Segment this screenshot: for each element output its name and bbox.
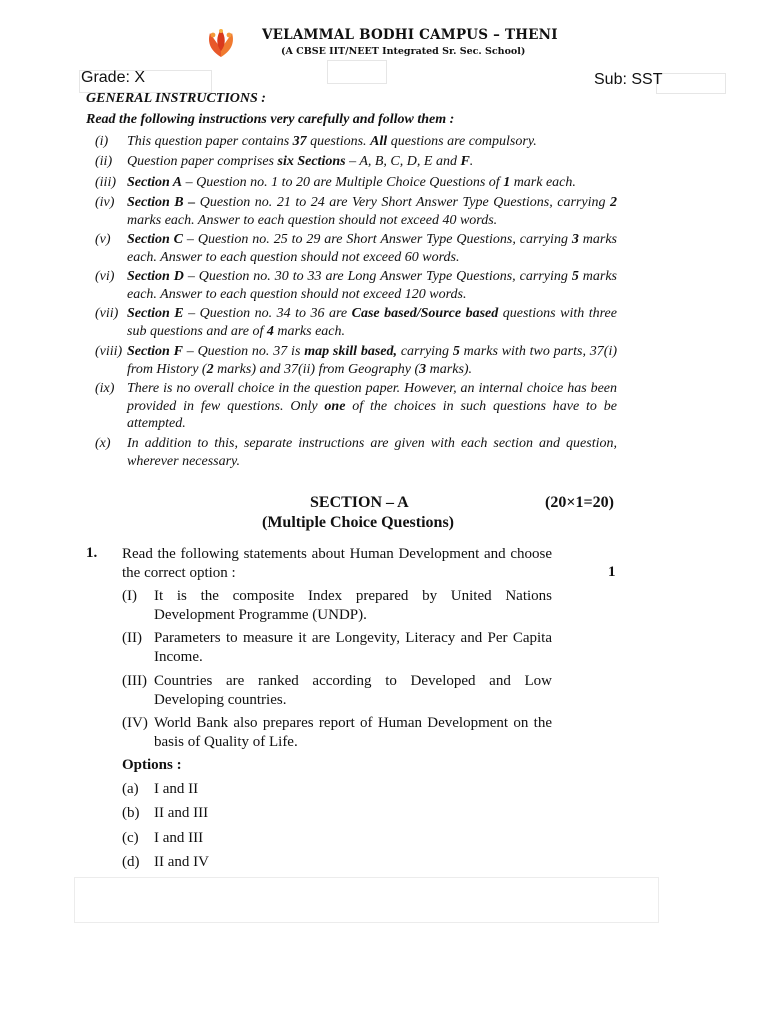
instruction-number: (v) bbox=[95, 232, 111, 247]
instruction-text bbox=[127, 343, 617, 378]
instruction-text bbox=[127, 194, 617, 229]
instruction-text-part: 2 bbox=[206, 361, 214, 377]
instruction-item bbox=[95, 268, 617, 303]
instruction-number: (x) bbox=[95, 436, 111, 451]
instruction-text bbox=[127, 435, 617, 470]
instruction-text bbox=[127, 380, 617, 433]
instruction-text-part: marks each. Answer to each question should not exceed 120 words. bbox=[127, 269, 617, 302]
statement-number: (I) bbox=[122, 588, 137, 604]
statement-number: (II) bbox=[122, 630, 142, 646]
option-text: I and III bbox=[154, 830, 204, 846]
instruction-text-part: one bbox=[324, 398, 346, 414]
instruction-text-part: marks with two parts, 37(i) from History ( bbox=[127, 344, 617, 377]
instruction-text-part: of the choices in such questions have to be attempted. bbox=[127, 398, 617, 431]
instruction-text-part: Case based/Source based bbox=[351, 306, 499, 321]
statement-text: Countries are ranked according to Developed and Low Developing countries. bbox=[154, 673, 552, 708]
instruction-text bbox=[127, 174, 617, 192]
instruction-number: (i) bbox=[95, 134, 109, 149]
subject-field-box bbox=[656, 73, 726, 94]
statement-text: It is the composite Index prepared by United Nations Development Programme (UNDP). bbox=[154, 588, 552, 623]
instruction-text-part: map skill based, bbox=[304, 344, 398, 359]
instruction-number: (iv) bbox=[95, 195, 115, 210]
instruction-text-part: carrying bbox=[397, 344, 453, 359]
instruction-number: (ix) bbox=[95, 381, 115, 396]
instruction-text bbox=[127, 133, 617, 151]
instructions-read-line: Read the following instructions very carefully and follow them : bbox=[86, 112, 455, 127]
instruction-item bbox=[95, 305, 617, 340]
name-field-box bbox=[327, 60, 387, 84]
instruction-number: (ii) bbox=[95, 154, 113, 169]
instruction-item bbox=[95, 380, 617, 433]
instruction-text-part: marks) and 37(ii) from Geography ( bbox=[213, 361, 420, 377]
question-marks: 1 bbox=[608, 564, 616, 580]
instruction-item bbox=[95, 343, 617, 378]
question-number: 1. bbox=[86, 545, 98, 561]
grade-label: Grade: X bbox=[81, 69, 146, 86]
instruction-text-part: Section D bbox=[127, 269, 184, 284]
instruction-number: (iii) bbox=[95, 175, 116, 190]
instructions-title: GENERAL INSTRUCTIONS : bbox=[86, 91, 266, 106]
instruction-text-part: 3 bbox=[571, 232, 579, 247]
instruction-text-part: – A, B, C, D, E bbox=[349, 154, 433, 169]
option-label: (a) bbox=[122, 781, 139, 797]
instruction-text bbox=[127, 153, 617, 171]
statement-item bbox=[122, 587, 552, 625]
instruction-text-part: F bbox=[460, 154, 470, 169]
school-logo-icon bbox=[203, 27, 239, 59]
statement-item bbox=[122, 714, 552, 752]
statement-item bbox=[122, 672, 552, 710]
instruction-text-part: Section E bbox=[127, 306, 184, 321]
instruction-text-part: Section A bbox=[127, 175, 183, 190]
instruction-text-part: Section C bbox=[127, 232, 184, 247]
instruction-text-part: marks). bbox=[426, 361, 473, 377]
instruction-text-part: – Question no. 37 is bbox=[182, 344, 305, 359]
instruction-number: (viii) bbox=[95, 344, 123, 359]
instruction-item bbox=[95, 435, 617, 470]
instruction-text-part: 4 bbox=[266, 323, 274, 339]
instruction-text bbox=[127, 268, 617, 303]
instruction-text-part: mark each. bbox=[510, 175, 576, 190]
statement-text: World Bank also prepares report of Human Development on the basis of Quality of Life. bbox=[154, 715, 552, 750]
instruction-text-part: In addition to this, separate instructions are given with each section and question, wherever necessary. bbox=[127, 436, 617, 469]
option-a bbox=[122, 781, 198, 798]
instruction-text-part: 5 bbox=[452, 344, 460, 359]
option-text: II and IV bbox=[154, 854, 209, 870]
instruction-text-part: – Question no. 30 to 33 are Long Answer Type Questions, carrying bbox=[183, 269, 572, 284]
instruction-text-part: questions with three sub questions and are of bbox=[127, 306, 617, 339]
instruction-text-part: – Question no. 25 to 29 are Short Answer Type Questions, carrying bbox=[183, 232, 572, 247]
instruction-text-part: 1 bbox=[503, 175, 511, 190]
statement-number: (III) bbox=[122, 673, 147, 689]
instruction-text-part: marks each. bbox=[273, 323, 346, 339]
instruction-text-part: questions. bbox=[306, 134, 371, 149]
instruction-text-part: This question paper contains bbox=[127, 134, 293, 149]
option-label: (c) bbox=[122, 830, 139, 846]
instruction-text-part: six bbox=[277, 154, 294, 169]
instruction-text-part: Section B – bbox=[127, 195, 196, 210]
section-marks: (20×1=20) bbox=[545, 494, 614, 511]
instruction-text-part: 2 bbox=[610, 195, 618, 210]
question-text: Read the following statements about Human Development and choose the correct option : bbox=[122, 546, 552, 581]
statement-number: (IV) bbox=[122, 715, 148, 731]
instruction-text bbox=[127, 231, 617, 266]
instruction-item bbox=[95, 153, 617, 171]
option-text: I and II bbox=[154, 781, 199, 797]
instruction-text-part: 37 bbox=[292, 134, 307, 149]
instruction-text-part: Sections bbox=[293, 154, 350, 169]
school-name: VELAMMAL BODHI CAMPUS – THENI bbox=[262, 27, 558, 43]
option-label: (d) bbox=[122, 854, 140, 870]
instruction-text-part: marks each. Answer to each question should not exceed 40 words. bbox=[127, 212, 498, 228]
option-text: II and III bbox=[154, 805, 209, 821]
instruction-text-part: All bbox=[370, 134, 388, 149]
section-heading: SECTION – A bbox=[310, 494, 409, 511]
instruction-number: (vii) bbox=[95, 306, 119, 321]
statement-item bbox=[122, 629, 552, 667]
instruction-item bbox=[95, 194, 617, 229]
instruction-text-part: marks each. Answer to each question should not exceed 60 words. bbox=[127, 232, 617, 265]
option-c bbox=[122, 830, 203, 847]
school-subtitle: (A CBSE IIT/NEET Integrated Sr. Sec. School) bbox=[281, 46, 526, 57]
instruction-item bbox=[95, 174, 617, 192]
instruction-text-part: There is no overall choice in the question paper. However, an internal choice has been provided in few questions. Only bbox=[127, 381, 617, 414]
section-subheading: (Multiple Choice Questions) bbox=[262, 514, 454, 531]
option-d bbox=[122, 854, 209, 871]
instruction-text-part: and bbox=[432, 154, 461, 169]
instruction-text-part: Question no. 21 to 24 are Very Short Answer Type Questions, carrying bbox=[195, 195, 611, 210]
instruction-text-part: 3 bbox=[419, 361, 427, 377]
instruction-text-part: 5 bbox=[571, 269, 579, 284]
option-label: (b) bbox=[122, 805, 140, 821]
instruction-text-part: – Question no. 1 to 20 are Multiple Choice Questions of bbox=[182, 175, 504, 190]
subject-label: Sub: SST bbox=[594, 71, 663, 88]
instruction-text-part: Question paper comprises bbox=[127, 154, 278, 169]
instruction-text-part: . bbox=[469, 154, 474, 169]
options-title: Options : bbox=[122, 757, 182, 773]
instruction-item bbox=[95, 133, 617, 151]
instruction-number: (vi) bbox=[95, 269, 115, 284]
instruction-item bbox=[95, 231, 617, 266]
statement-text: Parameters to measure it are Longevity, Literacy and Per Capita Income. bbox=[154, 630, 552, 665]
instruction-text-part: – Question no. 34 to 36 are bbox=[183, 306, 352, 321]
instruction-text-part: Section F bbox=[127, 344, 183, 359]
option-b bbox=[122, 805, 208, 822]
instruction-text-part: questions are compulsory. bbox=[387, 134, 537, 149]
footer-box bbox=[74, 877, 659, 923]
instruction-text bbox=[127, 305, 617, 340]
